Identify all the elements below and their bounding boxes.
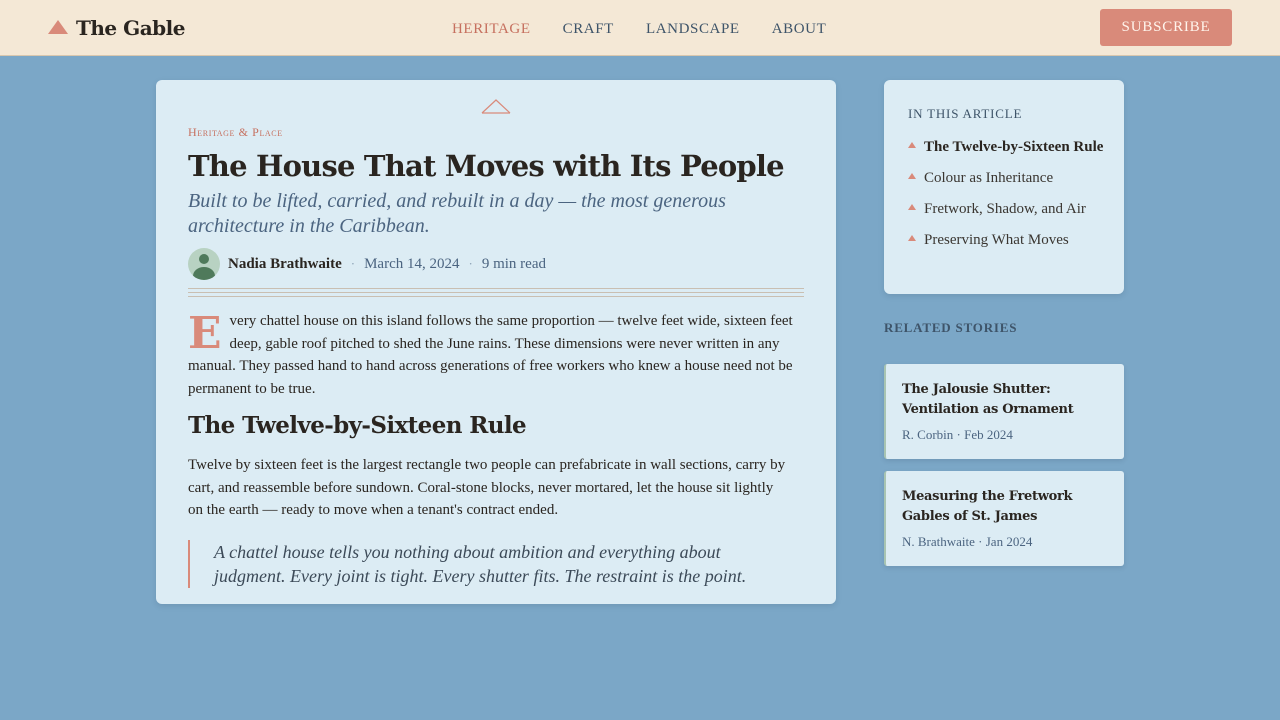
byline-separator: · (350, 256, 356, 271)
triangle-bullet-icon (908, 142, 916, 148)
byline (188, 248, 546, 280)
related-story-meta: R. Corbin · Feb 2024 (902, 427, 1013, 442)
nav-craft[interactable]: CRAFT (562, 21, 614, 37)
related-story-meta: N. Brathwaite · Jan 2024 (902, 534, 1033, 549)
toc-item-label: Colour as Inheritance (924, 170, 1054, 186)
related-story-title: The Jalousie Shutter: Ventilation as Ornament (902, 382, 1074, 417)
brand-name: The Gable (76, 16, 185, 40)
toc-item[interactable] (908, 138, 1108, 157)
site-header (0, 0, 1280, 56)
avatar-head (199, 254, 209, 264)
avatar-body (193, 267, 215, 280)
gable-logo-icon (48, 20, 68, 34)
pull-quote: A chattel house tells you nothing about ambition and everything about judgment. Every joint is tight. Every shutter fits. The restraint is the point. (188, 540, 788, 588)
triangle-bullet-icon (908, 173, 916, 179)
section-heading: The Twelve-by-Sixteen Rule (188, 412, 527, 439)
subscribe-button[interactable]: SUBSCRIBE (1100, 9, 1232, 46)
toc-list (908, 138, 1108, 262)
publish-date: March 14, 2024 (364, 255, 460, 272)
toc-heading: IN THIS ARTICLE (908, 106, 1023, 121)
toc-item-label: The Twelve-by-Sixteen Rule (924, 139, 1104, 155)
related-heading: RELATED STORIES (884, 320, 1018, 335)
toc-item-label: Fretwork, Shadow, and Air (924, 201, 1086, 217)
main-nav (436, 18, 842, 40)
article-kicker[interactable]: Heritage & Place (188, 125, 283, 139)
brand-logo[interactable] (48, 14, 185, 42)
toc-item[interactable] (908, 231, 1108, 250)
nav-heritage[interactable]: HERITAGE (452, 21, 531, 37)
toc-item[interactable] (908, 200, 1108, 219)
triangle-bullet-icon (908, 204, 916, 210)
related-story-card[interactable] (884, 471, 1124, 566)
lede-text: very chattel house on this island follows the same proportion — twelve feet wide, sixteen feet deep, gable roof pitched to shed the June rains. These dimensions were never written in any manual. They passed hand to hand across generations of free workers who knew a house need not be permanent to be true. (188, 313, 793, 397)
nav-landscape[interactable]: LANDSCAPE (645, 21, 740, 37)
related-story-title: Measuring the Fretwork Gables of St. James (902, 489, 1073, 524)
author-avatar[interactable] (188, 248, 220, 280)
section-divider (188, 288, 804, 297)
triangle-bullet-icon (908, 235, 916, 241)
gable-ornament-icon (481, 98, 511, 114)
article-card (156, 80, 836, 604)
related-story-card[interactable] (884, 364, 1124, 459)
nav-about[interactable]: ABOUT (771, 21, 827, 37)
read-time: 9 min read (481, 255, 546, 272)
drop-cap: E (188, 308, 222, 359)
byline-separator: · (468, 256, 473, 271)
toc-item[interactable] (908, 169, 1108, 188)
article-lede (188, 310, 806, 400)
table-of-contents (884, 80, 1124, 294)
section-body: Twelve by sixteen feet is the largest rectangle two people can prefabricate in wall sections, carry by cart, and reassemble before sundown. Coral-stone blocks, never mortared, let the house sit lightly on the earth — ready to move when a tenant's contract ended. (188, 457, 786, 518)
article-dek: Built to be lifted, carried, and rebuilt in a day — the most generous architecture in the Caribbean. (188, 190, 726, 237)
toc-item-label: Preserving What Moves (924, 232, 1069, 248)
article-title: The House That Moves with Its People (188, 149, 784, 183)
author-name[interactable]: Nadia Brathwaite (228, 255, 342, 272)
